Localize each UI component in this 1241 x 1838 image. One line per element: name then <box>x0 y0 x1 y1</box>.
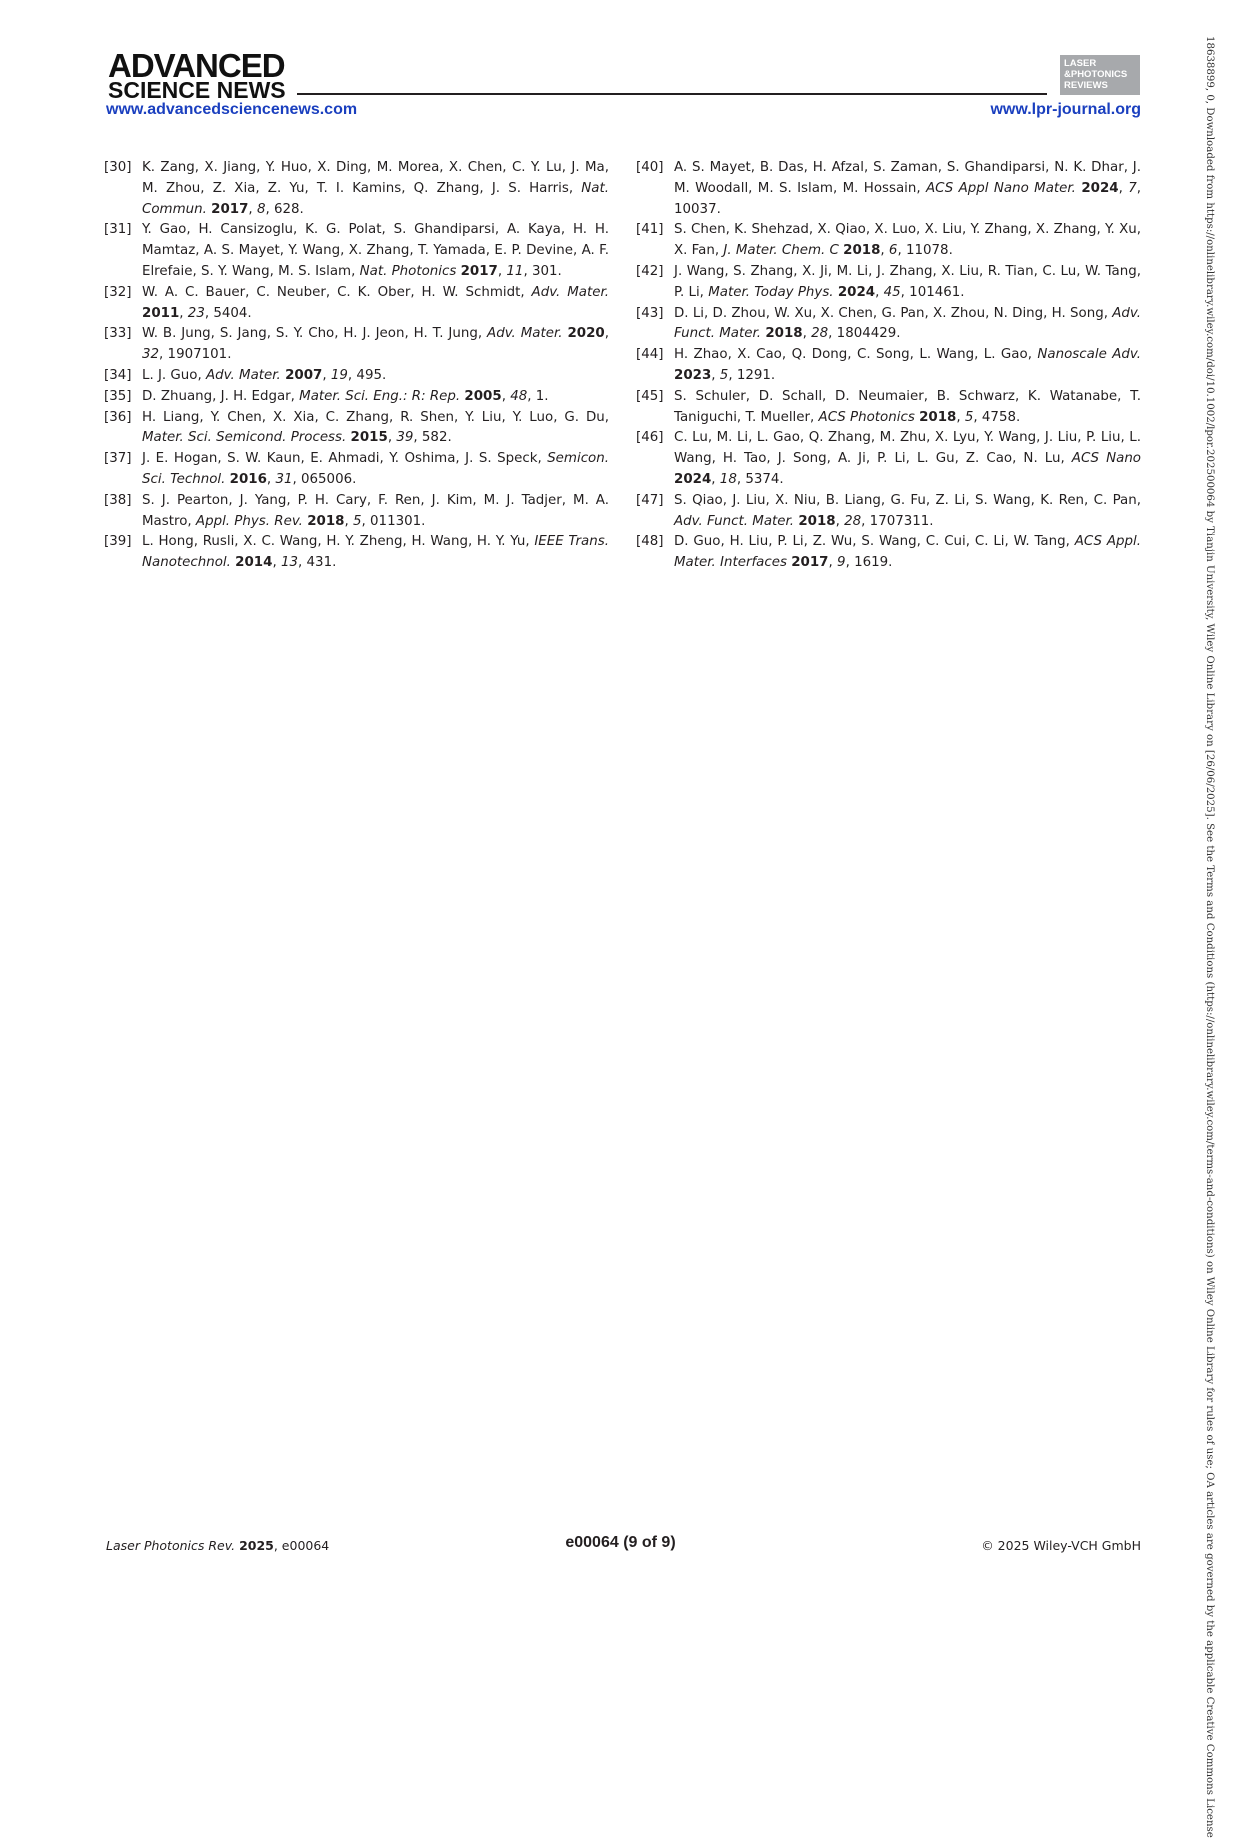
reference-year: 2005 <box>464 388 502 404</box>
reference-year: 2020 <box>567 326 605 342</box>
reference-year: 2017 <box>460 263 498 279</box>
reference-journal: 45 <box>883 284 901 300</box>
reference-year: 2023 <box>674 367 712 383</box>
journal-logo <box>1060 55 1140 95</box>
reference-item <box>636 345 1141 387</box>
reference-number: [38] <box>104 492 132 508</box>
reference-segment: , 5374. <box>736 471 784 487</box>
reference-number: [39] <box>104 534 132 550</box>
reference-item <box>104 449 609 491</box>
reference-segment: , 582. <box>413 430 452 446</box>
reference-item <box>104 491 609 533</box>
footer-year: 2025 <box>239 1538 274 1553</box>
reference-journal: Nat. Photonics <box>359 263 457 279</box>
journal-logo-line: REVIEWS <box>1064 80 1108 91</box>
reference-segment: , <box>835 513 845 529</box>
reference-journal: IEEE Trans. Nanotechnol. <box>142 534 609 571</box>
reference-text <box>674 345 1141 387</box>
reference-text <box>674 428 1141 490</box>
reference-segment: S. J. Pearton, J. Yang, P. H. Cary, F. Ren, J. Kim, M. J. Tadjer, M. A. Mastro, <box>142 492 609 529</box>
reference-segment: , 1291. <box>728 367 776 383</box>
reference-item <box>636 262 1141 304</box>
reference-journal: Mater. Sci. Semicond. Process. <box>142 430 347 446</box>
reference-text <box>674 262 1141 304</box>
reference-item <box>104 220 609 282</box>
reference-journal: 5 <box>964 409 974 425</box>
reference-year: 2014 <box>235 555 273 571</box>
reference-number: [36] <box>104 409 132 425</box>
reference-journal: Adv. Mater. <box>206 367 281 383</box>
reference-segment: , <box>880 243 889 259</box>
reference-journal: 48 <box>510 388 528 404</box>
journal-logo-line: &PHOTONICS <box>1064 69 1128 80</box>
reference-segment: , 431. <box>298 555 337 571</box>
reference-segment: W. B. Jung, S. Jang, S. Y. Cho, H. J. Jeon, H. T. Jung, <box>142 326 488 342</box>
reference-journal: 18 <box>719 471 737 487</box>
reference-text <box>674 220 1141 262</box>
reference-text <box>142 283 609 325</box>
reference-segment: J. Wang, S. Zhang, X. Ji, M. Li, J. Zhang, X. Liu, R. Tian, C. Lu, W. Tang, P. Li, <box>674 263 1141 300</box>
reference-segment: D. Li, D. Zhou, W. Xu, X. Chen, G. Pan, X. Zhou, N. Ding, H. Song, <box>674 305 1113 321</box>
logo-line-advanced: ADVANCED <box>108 47 285 84</box>
reference-journal: Adv. Funct. Mater. <box>674 305 1141 342</box>
reference-segment: , <box>711 471 720 487</box>
reference-journal: 8 <box>256 201 266 217</box>
reference-segment: , 301. <box>523 263 562 279</box>
reference-text <box>142 220 609 282</box>
reference-journal: 19 <box>330 367 348 383</box>
reference-year: 2015 <box>350 430 388 446</box>
reference-text <box>674 532 1141 574</box>
reference-segment: , <box>266 471 276 487</box>
reference-journal: Adv. Mater. <box>531 284 609 300</box>
reference-segment: , <box>501 388 511 404</box>
reference-segment: , <box>875 284 884 300</box>
reference-segment: S. Qiao, J. Liu, X. Niu, B. Liang, G. Fu, Z. Li, S. Wang, K. Ren, C. Pan, <box>674 492 1141 508</box>
reference-year: 2017 <box>211 201 249 217</box>
reference-journal: ACS Appl. Mater. Interfaces <box>674 534 1141 571</box>
reference-item <box>104 366 609 387</box>
reference-segment: L. Hong, Rusli, X. C. Wang, H. Y. Zheng, H. Wang, H. Y. Yu, <box>142 534 535 550</box>
reference-journal: Nanoscale Adv. <box>1037 347 1141 363</box>
reference-year: 2018 <box>843 243 881 259</box>
reference-text <box>142 366 609 387</box>
reference-item <box>104 387 609 408</box>
reference-year: 2007 <box>285 367 323 383</box>
footer-journal: Laser Photonics Rev. <box>106 1538 236 1553</box>
reference-number: [37] <box>104 451 132 467</box>
reference-number: [46] <box>636 430 664 446</box>
reference-journal: Nat. Commun. <box>142 180 609 217</box>
reference-journal: ACS Appl Nano Mater. <box>926 180 1076 196</box>
reference-segment: , <box>604 326 609 342</box>
reference-segment: , 101461. <box>900 284 965 300</box>
reference-item <box>636 304 1141 346</box>
journal-logo-line: LASER <box>1064 58 1097 69</box>
reference-segment: , <box>248 201 257 217</box>
reference-number: [31] <box>104 222 132 238</box>
reference-text <box>142 532 609 574</box>
reference-journal: Adv. Mater. <box>487 326 563 342</box>
reference-journal: 32 <box>142 347 160 363</box>
reference-year: 2024 <box>1081 180 1119 196</box>
reference-segment: , 065006. <box>292 471 357 487</box>
reference-journal: J. Mater. Chem. C <box>723 243 839 259</box>
reference-year: 2018 <box>798 513 836 529</box>
reference-year: 2018 <box>919 409 957 425</box>
reference-segment: , 11078. <box>897 243 953 259</box>
reference-number: [30] <box>104 160 132 175</box>
footer-copyright: © 2025 Wiley-VCH GmbH <box>981 1538 1141 1553</box>
reference-text <box>142 408 609 450</box>
logo-line-science-news: SCIENCE NEWS <box>108 77 286 103</box>
reference-item <box>636 428 1141 490</box>
reference-item <box>636 158 1141 220</box>
reference-year: 2024 <box>674 471 712 487</box>
reference-journal: ACS Photonics <box>818 409 915 425</box>
reference-segment: , 1907101. <box>159 347 232 363</box>
reference-segment: , 4758. <box>973 409 1021 425</box>
reference-journal: Appl. Phys. Rev. <box>195 513 303 529</box>
page-number: e00064 (9 of 9) <box>565 1534 676 1551</box>
reference-text <box>142 158 609 220</box>
reference-number: [47] <box>636 492 664 508</box>
reference-segment: , 628. <box>265 201 304 217</box>
reference-segment: D. Guo, H. Liu, P. Li, Z. Wu, S. Wang, C. Cui, C. Li, W. Tang, <box>674 534 1075 550</box>
reference-journal: Mater. Today Phys. <box>708 284 834 300</box>
reference-text <box>674 304 1141 346</box>
reference-year: 2017 <box>791 555 829 571</box>
reference-segment: , 1707311. <box>861 513 934 529</box>
reference-number: [44] <box>636 347 664 363</box>
reference-journal: 23 <box>187 305 205 321</box>
reference-journal: 11 <box>506 263 524 279</box>
reference-segment: J. E. Hogan, S. W. Kaun, E. Ahmadi, Y. Oshima, J. S. Speck, <box>142 451 548 467</box>
reference-journal: 6 <box>888 243 898 259</box>
reference-segment: H. Liang, Y. Chen, X. Xia, C. Zhang, R. Shen, Y. Liu, Y. Luo, G. Du, <box>142 409 609 425</box>
reference-journal: 28 <box>811 326 829 342</box>
download-sidebar <box>1199 36 1219 1838</box>
reference-number: [35] <box>104 388 132 404</box>
reference-journal: 5 <box>719 367 729 383</box>
header-rule <box>297 93 1047 95</box>
reference-number: [43] <box>636 305 664 321</box>
reference-segment: , <box>272 555 281 571</box>
reference-segment: Y. Gao, H. Cansizoglu, K. G. Polat, S. Ghandiparsi, A. Kaya, H. H. Mamtaz, A. S. Mayet, Y. Wang, X. Zhang, T. Yamada, E. P. Devine, A. F. Elrefaie, S. Y. Wang, M. S. Islam, <box>142 222 609 279</box>
download-notice: 18638899, 0, Downloaded from https://onlinelibrary.wiley.com/doi/10.1002/lpor.202500064 by Tianjin University, Wiley Online Library on [26/06/2025]. See the Terms and Conditions (https://onlinelibrary.wiley.com/terms-and-conditions) on Wiley Online Library for rules of use; OA articles are governed by the applicable Creative Commons License <box>1204 36 1215 1838</box>
reference-segment: A. S. Mayet, B. Das, H. Afzal, S. Zaman, S. Ghandiparsi, N. K. Dhar, J. M. Woodall, M. S. Islam, M. Hossain, <box>674 160 1141 196</box>
reference-text <box>142 387 609 408</box>
reference-item <box>636 491 1141 533</box>
reference-segment: , 495. <box>347 367 387 383</box>
reference-journal: 39 <box>396 430 414 446</box>
reference-year: 2016 <box>229 471 267 487</box>
reference-segment: C. Lu, M. Li, L. Gao, Q. Zhang, M. Zhu, X. Lyu, Y. Wang, J. Liu, P. Liu, L. Wang, H. Tao, J. Song, A. Ji, P. Li, L. Gu, Z. Cao, N. Lu, <box>674 430 1141 467</box>
reference-segment: D. Zhuang, J. H. Edgar, <box>142 388 300 404</box>
references-column-right <box>636 158 1141 574</box>
reference-segment: , <box>711 367 720 383</box>
reference-year: 2011 <box>142 305 180 321</box>
reference-segment: S. Chen, K. Shehzad, X. Qiao, X. Luo, X. Liu, Y. Zhang, X. Zhang, Y. Xu, X. Fan, <box>674 222 1141 259</box>
reference-segment: S. Schuler, D. Schall, D. Neumaier, B. Schwarz, K. Watanabe, T. Taniguchi, T. Mueller, <box>674 388 1141 425</box>
reference-journal: 28 <box>844 513 862 529</box>
reference-year: 2018 <box>765 326 803 342</box>
reference-segment: , <box>387 430 397 446</box>
reference-segment: W. A. C. Bauer, C. Neuber, C. K. Ober, H. W. Schmidt, <box>142 284 532 300</box>
reference-year: 2018 <box>307 513 345 529</box>
reference-item <box>104 283 609 325</box>
reference-segment: , <box>179 305 188 321</box>
reference-item <box>104 408 609 450</box>
reference-item <box>104 324 609 366</box>
reference-segment: , 10037. <box>674 180 1142 217</box>
reference-year: 2024 <box>837 284 876 300</box>
reference-journal: Mater. Sci. Eng.: R: Rep. <box>299 388 461 404</box>
reference-segment: , <box>802 326 812 342</box>
references-column-left <box>104 158 609 574</box>
reference-journal: Adv. Funct. Mater. <box>674 513 795 529</box>
reference-text <box>142 449 609 491</box>
reference-number: [48] <box>636 534 664 550</box>
reference-number: [33] <box>104 326 132 342</box>
reference-segment: , 1804429. <box>828 326 901 342</box>
reference-segment: L. J. Guo, <box>142 367 207 383</box>
reference-number: [42] <box>636 263 664 279</box>
reference-item <box>636 387 1141 429</box>
reference-segment: , 5404. <box>204 305 252 321</box>
reference-segment: , <box>497 263 507 279</box>
reference-journal: 9 <box>837 555 846 571</box>
reference-item <box>636 220 1141 262</box>
reference-journal: Semicon. Sci. Technol. <box>142 451 609 487</box>
publisher-logo <box>108 49 286 102</box>
reference-number: [34] <box>104 367 132 383</box>
reference-text <box>674 491 1141 533</box>
publisher-url-link[interactable]: www.advancedsciencenews.com <box>106 101 358 118</box>
reference-journal: 5 <box>352 513 362 529</box>
reference-item <box>104 532 609 574</box>
footer-article: , e00064 <box>273 1538 330 1553</box>
reference-number: [40] <box>636 160 664 175</box>
reference-number: [41] <box>636 222 664 238</box>
journal-url-link[interactable]: www.lpr-journal.org <box>990 101 1141 118</box>
reference-journal: ACS Nano <box>1071 451 1141 467</box>
reference-text <box>674 158 1141 220</box>
reference-item <box>636 532 1141 574</box>
reference-segment: K. Zang, X. Jiang, Y. Huo, X. Ding, M. Morea, X. Chen, C. Y. Lu, J. Ma, M. Zhou, Z. Xia, Z. Yu, T. I. Kamins, Q. Zhang, J. S. Harris, <box>142 160 609 196</box>
reference-segment: H. Zhao, X. Cao, Q. Dong, C. Song, L. Wang, L. Gao, <box>674 347 1038 363</box>
reference-segment: , 1. <box>527 388 549 404</box>
reference-text <box>142 324 609 366</box>
reference-journal: 13 <box>280 555 299 571</box>
reference-text <box>674 387 1141 429</box>
reference-text <box>142 491 609 533</box>
reference-segment: , <box>1118 180 1129 196</box>
reference-segment: , <box>344 513 353 529</box>
reference-segment: , 011301. <box>361 513 426 529</box>
reference-journal: 7 <box>1128 180 1137 196</box>
reference-segment: , <box>828 555 838 571</box>
reference-segment: , <box>322 367 331 383</box>
reference-item <box>104 158 609 220</box>
reference-number: [45] <box>636 388 664 404</box>
reference-segment: , 1619. <box>845 555 893 571</box>
reference-number: [32] <box>104 284 132 300</box>
reference-journal: 31 <box>275 471 293 487</box>
reference-segment: , <box>956 409 965 425</box>
